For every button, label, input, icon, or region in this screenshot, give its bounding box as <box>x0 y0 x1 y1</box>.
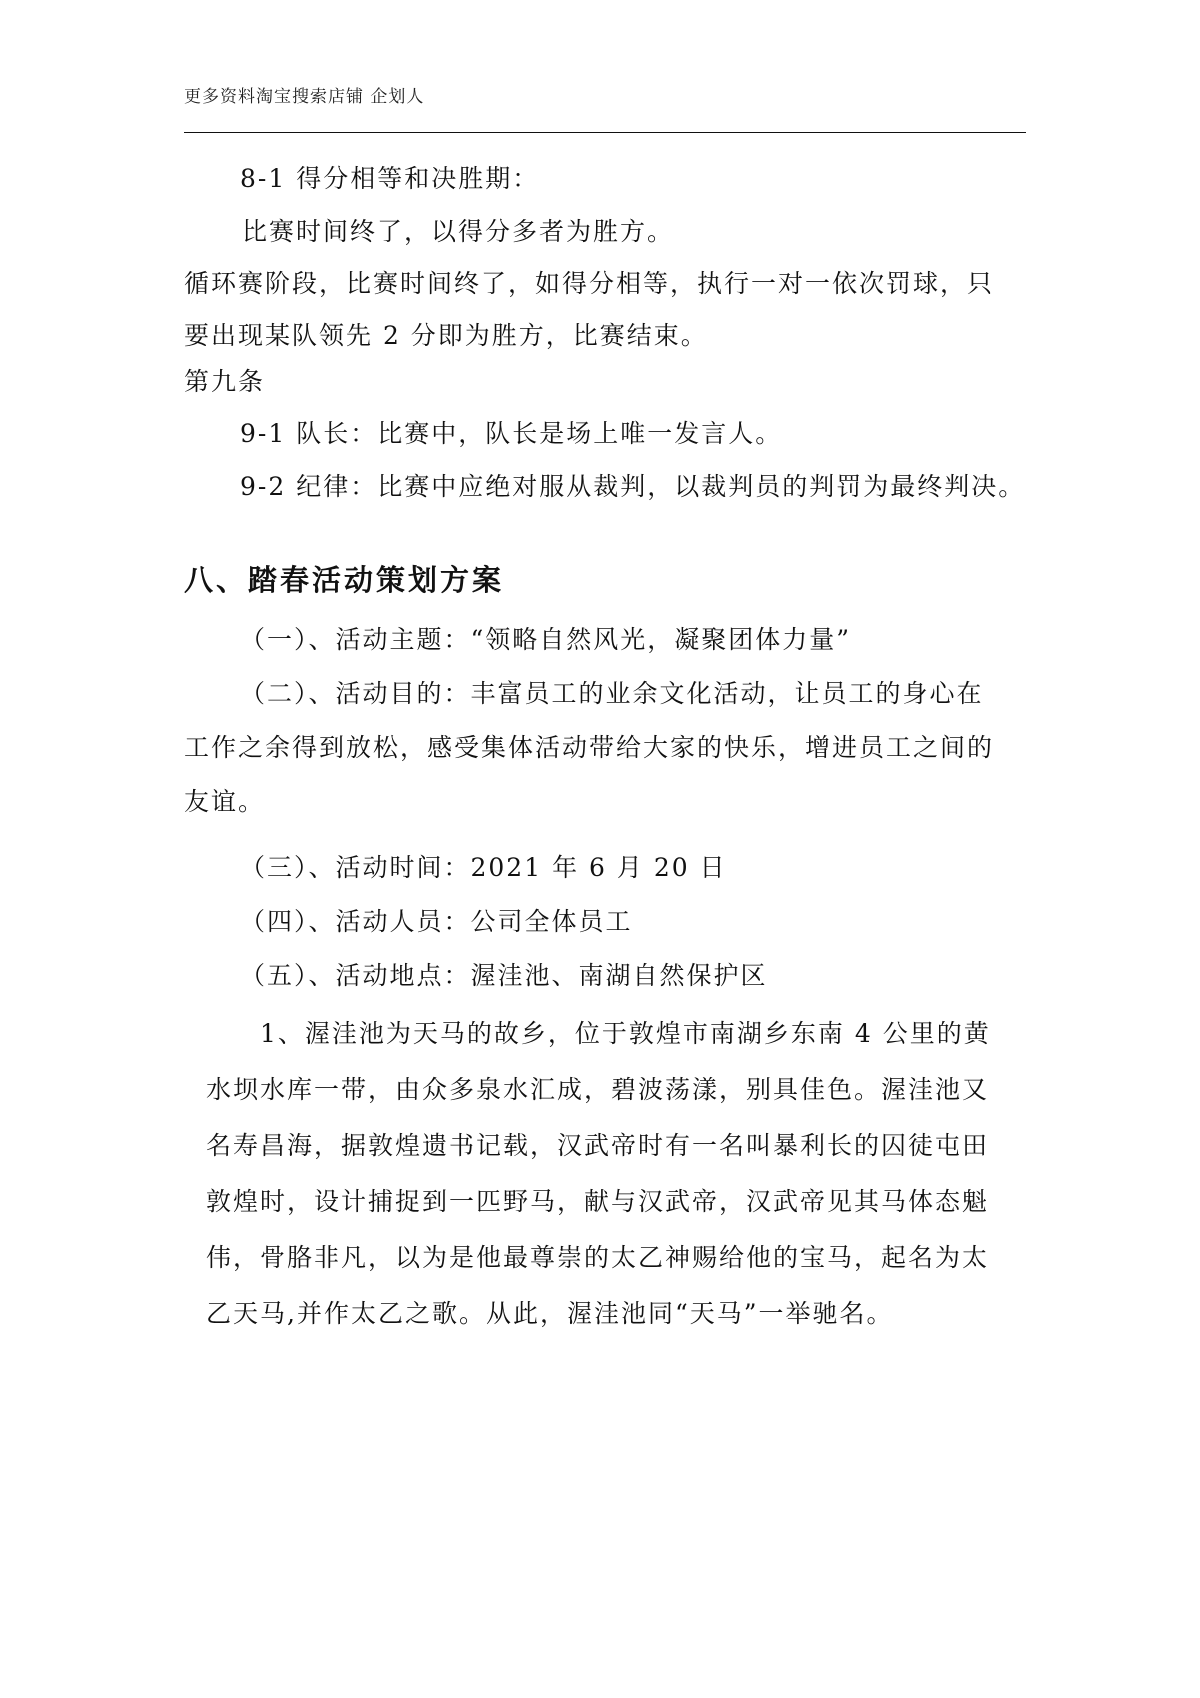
activity-purpose-line: 工作之余得到放松，感受集体活动带给大家的快乐，增进员工之间的 <box>184 733 995 762</box>
activity-location: （五）、活动地点：渥洼池、南湖自然保护区 <box>240 961 768 990</box>
paragraph-line: 乙天马,并作太乙之歌。从此，渥洼池同“天马”一举驰名。 <box>206 1299 894 1328</box>
rule-9-1: 9-1 队长：比赛中，队长是场上唯一发言人。 <box>240 419 783 448</box>
rule-8-1-line: 循环赛阶段，比赛时间终了，如得分相等，执行一对一依次罚球，只 <box>184 269 995 298</box>
rule-9-2: 9-2 纪律：比赛中应绝对服从裁判，以裁判员的判罚为最终判决。 <box>240 472 1026 501</box>
page-header: 更多资料淘宝搜索店铺 企划人 <box>184 87 425 107</box>
paragraph-line: 伟，骨胳非凡，以为是他最尊崇的太乙神赐给他的宝马，起名为太 <box>206 1243 990 1272</box>
activity-theme: （一）、活动主题：“领略自然风光，凝聚团体力量” <box>240 625 852 654</box>
activity-people: （四）、活动人员：公司全体员工 <box>240 907 633 936</box>
rule-8-1-line: 要出现某队领先 2 分即为胜方，比赛结束。 <box>184 321 708 350</box>
activity-purpose-line: （二）、活动目的：丰富员工的业余文化活动，让员工的身心在 <box>240 679 984 708</box>
activity-purpose-line: 友谊。 <box>184 787 266 816</box>
rule-8-1-title: 8-1 得分相等和决胜期： <box>240 164 540 193</box>
paragraph-line: 水坝水库一带，由众多泉水汇成，碧波荡漾，别具佳色。渥洼池又 <box>206 1075 990 1104</box>
paragraph-line: 敦煌时，设计捕捉到一匹野马，献与汉武帝，汉武帝见其马体态魁 <box>206 1187 990 1216</box>
article-9-title: 第九条 <box>184 367 266 396</box>
section-heading: 八、踏春活动策划方案 <box>184 563 505 597</box>
header-divider <box>184 132 1026 133</box>
paragraph-line: 名寿昌海，据敦煌遗书记载，汉武帝时有一名叫暴利长的囚徒屯田 <box>206 1131 990 1160</box>
rule-8-1-line: 比赛时间终了，以得分多者为胜方。 <box>242 217 675 246</box>
paragraph-line: 1、渥洼池为天马的故乡，位于敦煌市南湖乡东南 4 公里的黄 <box>260 1019 991 1048</box>
activity-time: （三）、活动时间：2021 年 6 月 20 日 <box>240 853 727 882</box>
